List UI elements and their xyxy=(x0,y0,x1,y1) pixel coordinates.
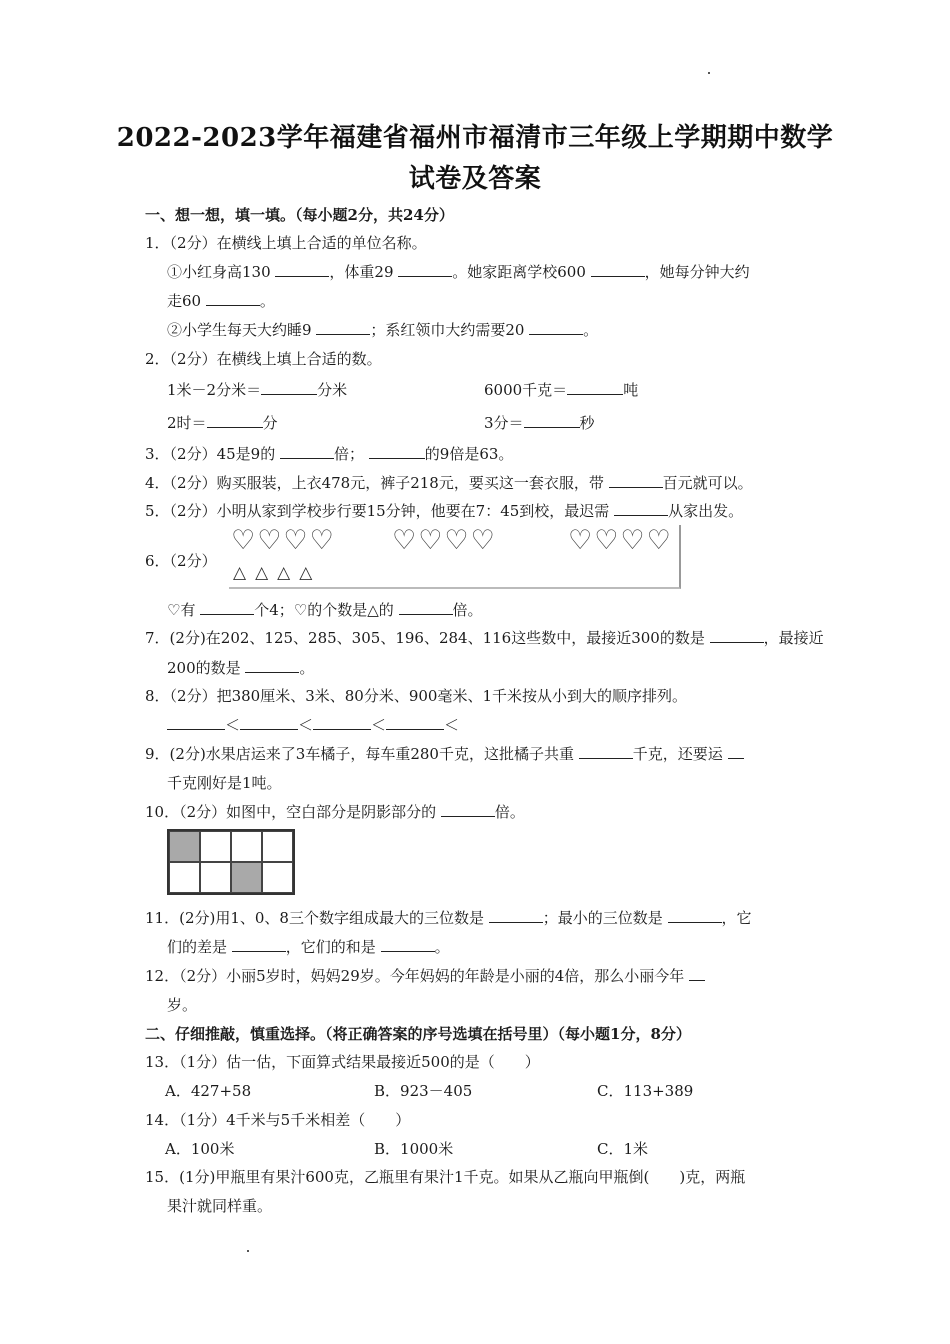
answer-blank xyxy=(609,473,663,488)
answer-blank xyxy=(567,380,623,395)
section-heading-1: 一、想一想，填一填。（每小题2分，共24分） xyxy=(145,206,454,224)
question-1-line-a: ①小红身高130 ，体重29 。她家距离学校600 ，她每分钟大约 xyxy=(167,263,750,281)
hearts-group-1: ♡♡♡♡ xyxy=(231,525,336,556)
hearts-group-2: ♡♡♡♡ xyxy=(392,525,497,556)
question-11-line-b: 们的差是 ，它们的和是 。 xyxy=(167,938,450,956)
question-9-line-b: 千克刚好是1吨。 xyxy=(167,774,282,792)
answer-blank xyxy=(524,413,580,428)
answer-blank xyxy=(280,444,334,459)
question-6-answer-line: ♡有 个4；♡的个数是△的 倍。 xyxy=(167,601,483,619)
answer-blank xyxy=(579,744,633,759)
answer-blank xyxy=(381,937,435,952)
question-9-line-a: 9．(2分)水果店运来了3车橘子，每车重280千克，这批橘子共重 千克，还要运 xyxy=(145,744,744,764)
grid-cell-shaded xyxy=(231,862,262,893)
answer-blank xyxy=(316,320,370,335)
question-1-line-c: ②小学生每天大约睡9 ；系红领巾大约需要20 。 xyxy=(167,321,599,339)
answer-blank xyxy=(591,262,645,277)
question-6-label: 6．（2分） xyxy=(145,552,217,570)
question-1-line-b: 走60 。 xyxy=(167,292,275,310)
answer-blank xyxy=(240,715,298,730)
grid-cell-blank xyxy=(200,831,231,862)
grid-cell-blank xyxy=(200,862,231,893)
question-11-line-a: 11．(2分)用1、0、8三个数字组成最大的三位数是 ；最小的三位数是 ，它 xyxy=(145,909,752,927)
question-5: 5．（2分）小明从家到学校步行要15分钟，他要在7：45到校，最迟需 从家出发。 xyxy=(145,502,744,520)
answer-blank xyxy=(614,501,668,516)
answer-blank xyxy=(668,908,722,923)
answer-blank xyxy=(313,715,371,730)
question-4: 4．（2分）购买服装，上衣478元，裤子218元，要买这一套衣服，带 百元就可以。 xyxy=(145,474,753,492)
scan-dot xyxy=(708,72,710,74)
answer-blank xyxy=(441,802,495,817)
question-3: 3．（2分）45是9的 倍； 的9倍是63。 xyxy=(145,445,514,463)
question-7-line-b: 200的数是 。 xyxy=(167,659,315,677)
question-2-item-4: 3分＝ 秒 xyxy=(484,414,595,432)
answer-blank xyxy=(232,937,286,952)
question-2-item-2: 6000千克＝ 吨 xyxy=(484,381,639,399)
grid-cell-blank xyxy=(169,862,200,893)
question-12-line-a: 12．（2分）小丽5岁时，妈妈29岁。今年妈妈的年龄是小丽的4倍，那么小丽今年 xyxy=(145,966,705,986)
answer-blank xyxy=(167,715,225,730)
grid-cell-blank xyxy=(231,831,262,862)
grid-cell-blank xyxy=(262,862,293,893)
question-14-option-c: C．1米 xyxy=(597,1140,649,1158)
question-14-option-b: B．1000米 xyxy=(374,1140,454,1158)
answer-blank xyxy=(728,744,744,759)
answer-blank xyxy=(369,444,425,459)
answer-blank xyxy=(529,320,583,335)
question-15-line-a: 15．(1分)甲瓶里有果汁600克，乙瓶里有果汁1千克。如果从乙瓶向甲瓶倒( )克，两瓶 xyxy=(145,1168,746,1186)
question-13-option-c: C．113+389 xyxy=(597,1082,694,1100)
answer-blank xyxy=(489,908,543,923)
answer-blank xyxy=(245,658,299,673)
question-8-ordering-blanks: ＜ ＜ ＜ ＜ xyxy=(167,715,459,735)
question-12-line-b: 岁。 xyxy=(167,996,198,1014)
question-15-line-b: 果汁就同样重。 xyxy=(167,1197,273,1215)
answer-blank xyxy=(261,380,317,395)
triangles-group: △△△△ xyxy=(233,563,322,583)
question-14-stem: 14．（1分）4千米与5千米相差（ ） xyxy=(145,1111,411,1129)
question-7-line-a: 7．(2分)在202、125、285、305、196、284、116这些数中，最接近300的数是 ，最接近 xyxy=(145,629,824,647)
grid-cell-shaded xyxy=(169,831,200,862)
question-10: 10．（2分）如图中，空白部分是阴影部分的 倍。 xyxy=(145,803,525,821)
answer-blank xyxy=(207,413,263,428)
page-title: 2022-2023学年福建省福州市福清市三年级上学期期中数学 xyxy=(116,123,834,153)
answer-blank xyxy=(275,262,329,277)
question-2-item-1: 1米－2分米＝ 分米 xyxy=(167,381,348,399)
question-8-stem: 8．（2分）把380厘米、3米、80分米、900毫米、1千米按从小到大的顺序排列。 xyxy=(145,687,688,705)
answer-blank xyxy=(386,715,444,730)
answer-blank xyxy=(200,600,254,615)
page-title-line2: 试卷及答案 xyxy=(408,164,542,194)
answer-blank xyxy=(710,628,764,643)
question-2-stem: 2．（2分）在横线上填上合适的数。 xyxy=(145,350,382,368)
answer-blank xyxy=(689,966,705,981)
section-heading-2: 二、仔细推敲，慎重选择。（将正确答案的序号选填在括号里）（每小题1分，8分） xyxy=(145,1025,691,1043)
question-14-option-a: A．100米 xyxy=(165,1140,235,1158)
grid-cell-blank xyxy=(262,831,293,862)
question-13-option-b: B．923－405 xyxy=(374,1082,473,1100)
question-2-item-3: 2时＝ 分 xyxy=(167,414,278,432)
scan-dot xyxy=(247,1250,249,1252)
answer-blank xyxy=(399,600,453,615)
question-13-option-a: A．427+58 xyxy=(165,1082,252,1100)
shaded-grid-figure xyxy=(167,829,295,895)
answer-blank xyxy=(398,262,452,277)
question-13-stem: 13．（1分）估一估，下面算式结果最接近500的是（ ） xyxy=(145,1053,540,1071)
hearts-group-3: ♡♡♡♡ xyxy=(568,525,673,556)
question-1-stem: 1．（2分）在横线上填上合适的单位名称。 xyxy=(145,234,427,252)
answer-blank xyxy=(206,291,260,306)
hearts-triangles-figure xyxy=(229,525,681,589)
